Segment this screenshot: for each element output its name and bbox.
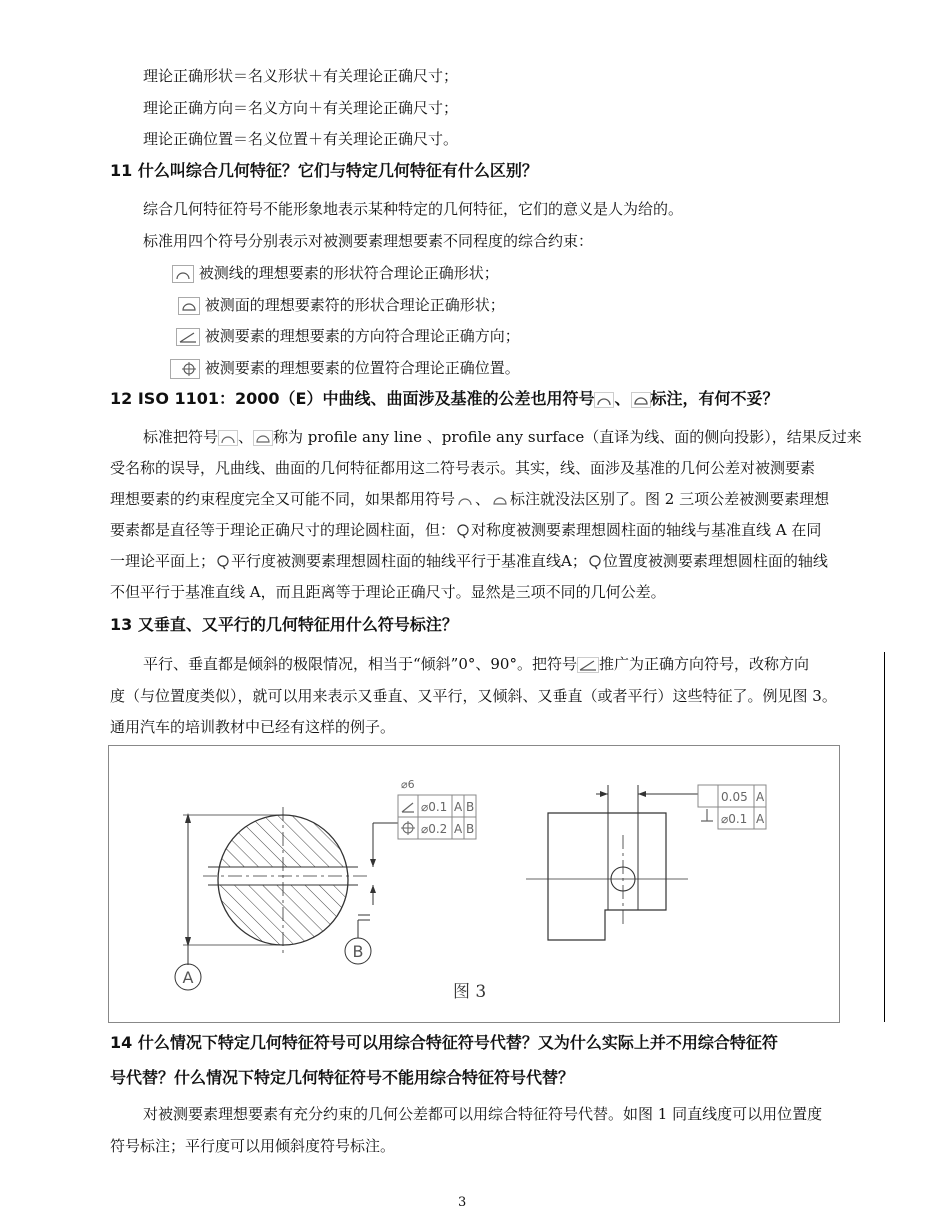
intro-line-3: 理论正确位置＝名义位置＋有关理论正确尺寸。 <box>143 130 459 148</box>
q12-heading <box>110 388 779 410</box>
q14-heading-line-1: 14 什么情况下特定几何特征符号可以用综合特征符号代替？又为什么实际上并不用综合特征符 <box>110 1033 778 1052</box>
line-profile-icon <box>218 430 238 446</box>
left-frame-datum-1a: A <box>454 800 463 814</box>
right-frame-tol-2: ⌀0.1 <box>721 812 748 826</box>
angularity-icon <box>402 803 414 812</box>
q12-line-5-b: 平行度被测要素理想圆柱面的轴线平行于基准直线A； <box>231 552 587 570</box>
q13-line-3: 通用汽车的培训教材中已经有这样的例子。 <box>110 718 396 736</box>
q12-line-6: 不但平行于基准直线 A，而且距离等于理论正确尺寸。显然是三项不同的几何公差。 <box>110 583 666 601</box>
perpendicularity-icon <box>701 809 713 821</box>
q12-line-3-sep: 、 <box>475 490 491 508</box>
figure-3 <box>108 745 840 1023</box>
position-icon <box>401 821 415 835</box>
line-profile-icon <box>594 392 614 408</box>
surface-profile-icon <box>178 297 200 315</box>
q12-heading-part-b: 标注，有何不妥？ <box>650 389 779 408</box>
angularity-icon <box>176 328 200 346</box>
q11-item-1 <box>172 263 499 283</box>
q12-heading-part-a: 12 ISO 1101：2000（E）中曲线、曲面涉及基准的公差也用符号 <box>110 389 595 408</box>
right-frame-datum-1: A <box>756 790 765 804</box>
q12-line-5-c: 位置度被测要素理想圆柱面的轴线 <box>602 552 828 570</box>
right-view <box>526 785 766 940</box>
page-number: 3 <box>458 1195 467 1210</box>
q11-paragraph-1: 综合几何特征符号不能形象地表示某种特定的几何特征，它们的意义是人为给的。 <box>143 200 684 218</box>
q12-line-1-b: 称为 profile any line 、profile any surface（直译为线、面的侧向投影），结果反过来 <box>273 428 862 446</box>
q13-heading: 13 又垂直、又平行的几何特征用什么符号标注？ <box>110 615 458 634</box>
q12-heading-separator: 、 <box>614 389 631 408</box>
datum-a-label: A <box>182 968 194 987</box>
q14-line-2: 符号标注；平行度可以用倾斜度符号标注。 <box>110 1137 396 1155</box>
q11-item-4-text: 被测要素的理想要素的位置符合理论正确位置。 <box>204 359 520 377</box>
q12-line-4-a: 要素都是直径等于理论正确尺寸的理论圆柱面，但： <box>110 521 456 539</box>
q12-line-4-b: 对称度被测要素理想圆柱面的轴线与基准直线 A 在同 <box>471 521 822 539</box>
q11-item-2 <box>178 295 505 315</box>
dim-diameter-label: ⌀6 <box>401 778 415 791</box>
q11-heading: 11 什么叫综合几何特征？它们与特定几何特征有什么区别？ <box>110 161 538 180</box>
q11-item-2-text: 被测面的理想要素符的形状合理论正确形状； <box>204 296 505 314</box>
q12-line-3-a: 理想要素的约束程度完全又可能不同，如果都用符号 <box>110 490 456 508</box>
q11-item-4 <box>170 358 520 379</box>
q14-line-1: 对被测要素理想要素有充分约束的几何公差都可以用综合特征符号代替。如图 1 同直线度可以用位置度 <box>143 1105 823 1123</box>
intro-line-1: 理论正确形状＝名义形状＋有关理论正确尺寸； <box>143 67 459 85</box>
q12-line-3 <box>110 489 829 509</box>
angularity-icon <box>577 657 599 673</box>
surface-profile-icon <box>490 492 510 508</box>
left-frame-tol-2: ⌀0.2 <box>421 822 448 836</box>
left-frame-datum-1b: B <box>466 800 475 814</box>
q14-heading-line-2: 号代替？什么情况下特定几何特征符号不能用综合特征符号代替？ <box>110 1068 575 1087</box>
cylinder-axis-icon <box>455 523 471 539</box>
q13-line-1 <box>143 654 809 674</box>
position-icon <box>170 359 200 379</box>
datum-b-label: B <box>352 942 364 961</box>
q12-line-1-sep: 、 <box>238 428 254 446</box>
q11-item-1-text: 被测线的理想要素的形状符合理论正确形状； <box>198 264 499 282</box>
q12-line-2: 受名称的误导，凡曲线、曲面的几何特征都用这二符号表示。其实，线、面涉及基准的几何公差对被测要素 <box>110 459 816 477</box>
q13-line-1-a: 平行、垂直都是倾斜的极限情况，相当于“倾斜”0°、90°。把符号 <box>143 655 577 673</box>
margin-rule <box>884 652 885 1022</box>
cylinder-axis-icon <box>215 554 231 570</box>
q12-line-4 <box>110 520 821 540</box>
cylinder-axis-icon <box>587 554 603 570</box>
left-view <box>175 778 476 990</box>
q11-paragraph-2: 标准用四个符号分别表示对被测要素理想要素不同程度的综合约束： <box>143 232 594 250</box>
q12-line-5 <box>110 551 828 571</box>
right-frame-datum-2: A <box>756 812 765 826</box>
surface-profile-icon <box>631 392 651 408</box>
left-control-frame <box>398 795 476 839</box>
right-frame-tol-1: 0.05 <box>721 790 748 804</box>
q11-item-3 <box>176 326 520 346</box>
q12-line-3-b: 标注就没法区别了。图 2 三项公差被测要素理想 <box>510 490 830 508</box>
q13-line-2: 度（与位置度类似），就可以用来表示又垂直、又平行，又倾斜、又垂直（或者平行）这些特征了。例见图 3。 <box>110 687 837 705</box>
line-profile-icon <box>172 265 194 283</box>
left-frame-datum-2b: B <box>466 822 475 836</box>
surface-profile-icon <box>253 430 273 446</box>
q13-line-1-b: 推广为正确方向符号，改称方向 <box>598 655 809 673</box>
intro-line-2: 理论正确方向＝名义方向＋有关理论正确尺寸； <box>143 99 459 117</box>
figure-caption: 图 3 <box>453 982 487 1002</box>
q12-line-5-a: 一理论平面上； <box>110 552 216 570</box>
q12-line-1-a: 标准把符号 <box>143 428 219 446</box>
left-frame-tol-1: ⌀0.1 <box>421 800 448 814</box>
right-control-frame <box>698 785 766 829</box>
left-frame-datum-2a: A <box>454 822 463 836</box>
q12-line-1 <box>143 427 862 447</box>
q11-item-3-text: 被测要素的理想要素的方向符合理论正确方向； <box>204 327 520 345</box>
line-profile-icon <box>455 492 475 508</box>
